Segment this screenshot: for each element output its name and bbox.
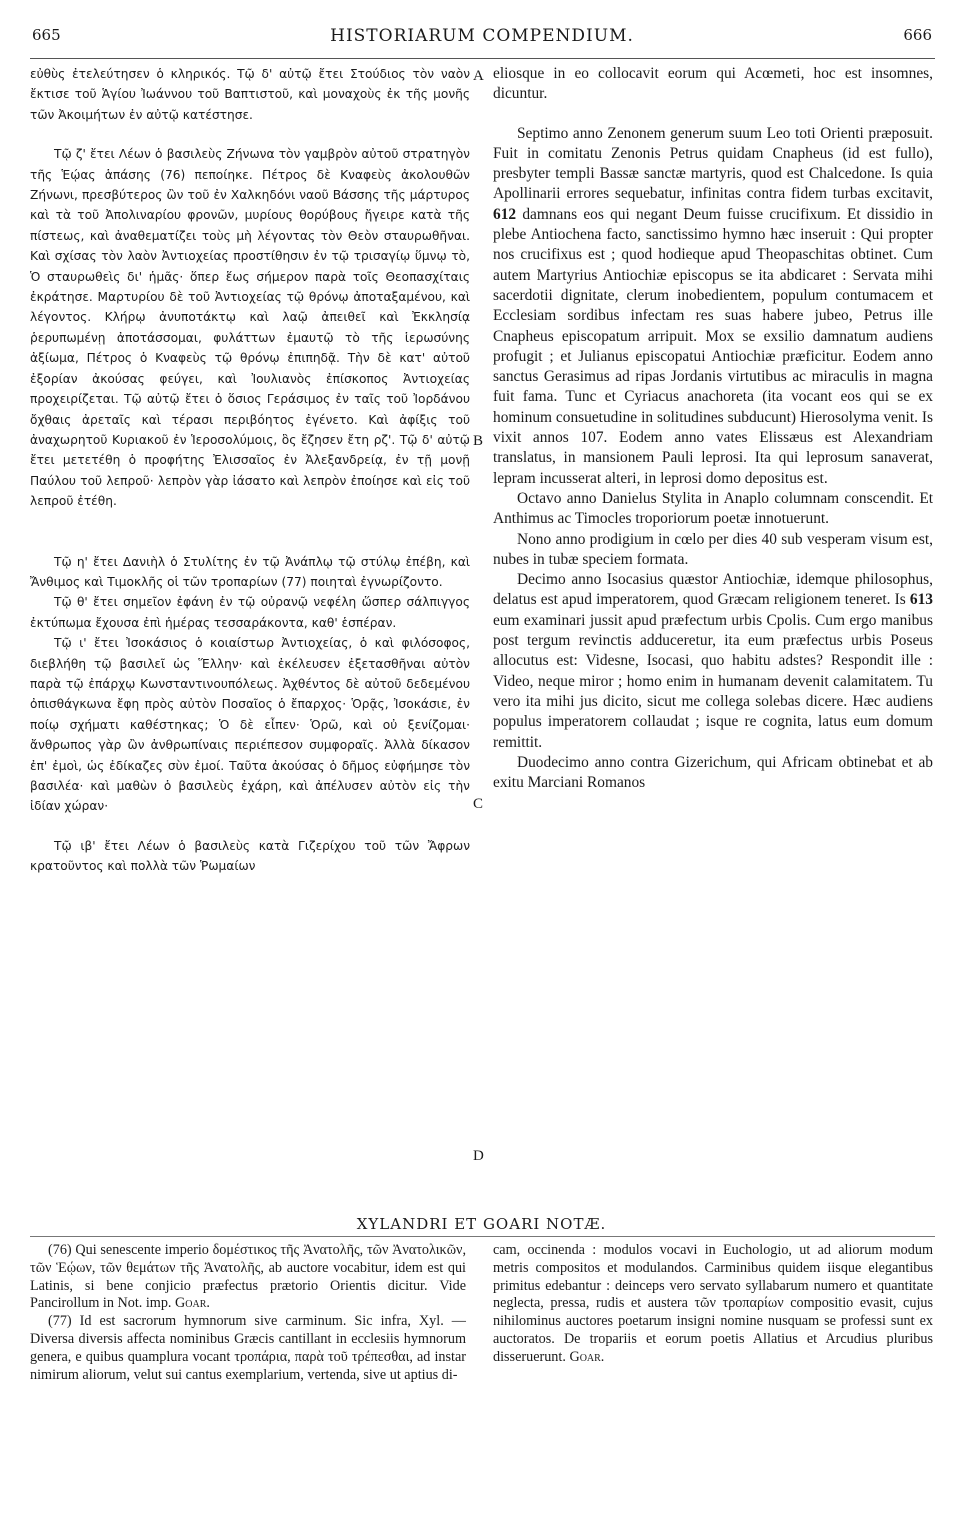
page-number-left: 665 [32,26,61,44]
greek-paragraph: Τῷ ζ' ἔτει Λέων ὁ βασιλεὺς Ζήνωνα τὸν γαμβρὸν αὐτοῦ στρατηγὸν τῆς Ἑῴας ἁπάσης (76) πεποίηκε. Πέτρος δὲ Κναφεὺς ἀκολουθῶν Ζήνωνι, πρεσβύτερος ὢν τοῦ ἐν Χαλκηδόνι ναοῦ Βάσσης τῆς μάρτυρος καὶ τὰ τοῦ Ἀπολιναρίου φρονῶν, μυρίους θορύβους ἤγειρε κατὰ τῆς πίστεως, καὶ ἀναθεματίζει τοὺς μὴ λέγοντας τὸν Θεὸν σταυρωθῆναι. Καὶ σχίσας τὸν λαὸν Ἀντιοχείας προστίθησιν ἐν τῷ τρισαγίῳ ὕμνῳ τὸ, Ὁ σταυρωθεὶς δι' ἡμᾶς· ὅπερ ἕως σήμερον παρὰ τοῖς Θεοπασχίταις ἐκράτησε. Μαρτυρίου δὲ τοῦ Ἀντιοχείας τῷ θρόνῳ ἀποταξαμένου, καὶ λέγοντος. Κλήρῳ ἀνυποτάκτῳ καὶ λαῷ ἀπειθεῖ καὶ Ἐκκλησίᾳ ῥερυπωμένῃ ἀποτάσσομαι, φυλάττων ἐμαυτῷ τὸ τῆς ἱερωσύνης ἀξίωμα, Πέτρος ὁ Κναφεὺς τῷ θρόνῳ ἐπιπηδᾷ. Τὴν δὲ κατ' αὐτοῦ ἐξορίαν ἀκούσας φεύγει, καὶ Ἰουλιανὸς ἐπίσκοπος Ἀντιοχείας προχειρίζεται. Τῷ αὐτῷ ἔτει ὁ ὅσιος Γεράσιμος ἐν ταῖς τοῦ Ἰορδάνου ὄχθαις ἀρεταῖς καὶ τέρασι περιβόητος ἐγένετο. Καὶ ἀφίξις τοῦ ἀναχωρητοῦ Κυριακοῦ ἐν Ἱεροσολύμοις, ὃς ἔζησεν ἔτη ρζ'. Τῷ δ' αὐτῷ ἔτει μετετέθη ὁ προφήτης Ἐλισσαῖος ἐν Ἀλεξανδρείᾳ, ἐν τῇ μονῇ Παύλου τοῦ λεπροῦ· λεπρὸν γὰρ ἰάσατο καὶ λεπρὸν ἐποίησε καὶ εἰς τοῦ λεπροῦ ἐτέθη. [30,147,470,509]
greek-paragraph: Τῷ ι' ἔτει Ἰσοκάσιος ὁ κοιαίστωρ Ἀντιοχείας, ὁ καὶ φιλόσοφος, διεβλήθη τῷ βασιλεῖ ὡς Ἕλλην· καὶ ἐκέλευσεν ἐξετασθῆναι αὐτὸν παρὰ τῷ ἐπάρχῳ Κωνσταντινουπόλεως. Ἀχθέντος δὲ αὐτοῦ δεδεμένου ὀπισθάγκωνα ἔφη πρὸς αὐτὸν Ποσαῖος ὁ ἔπαρχος· Ὁρᾷς, Ἰσοκάσιε, ἐν ποίῳ σχήματι καθέστηκας; Ὁ δὲ εἶπεν· Ὁρῶ, καὶ οὐ ξενίζομαι· ἄνθρωπος γὰρ ὢν ἀνθρωπίναις περιέπεσον συμφοραῖς. Ἀλλὰ δίκασον ἐπ' ἐμοὶ, ὡς ἐδίκαζες σὺν ἐμοί. Ταῦτα ἀκούσας ὁ δῆμος εὐφήμησε τὸν βασιλέα· καὶ μαθὼν ὁ βασιλεὺς ἐχάρη, καὶ ἀπέλυσεν αὐτὸν εἰς τὴν ἰδίαν χώραν· [30,636,470,814]
latin-text: eum examinari jussit apud præfectum urbis Cpolis. Cum ergo manibus post tergum revinctis adduceretur, ita eum præfectus urbis Poseus allocutus est: Videsne, Isocasi, quo habitu adstes? Respondit ille : Video, neque miror ; homo enim in humanam devenit calamitatem. Tu vero ita mihi jus dicito, sicut me collega solebas dicere. Hæc audiens populus imperatorem collaudat ; isque re cognita, latus eum domum remittit. [493,611,933,751]
notes-right-column [493,1242,933,1367]
latin-paragraph: Nono anno prodigium in cœlo per dies 40 sub vesperam visum est, nubes in tubæ speciem formata. [493,530,933,568]
note-text: cam, occinenda : modulos vocavi in Euchologio, ut ad aliorum modum metris compositos et modulandos. Carminibus quidem iisque elegantibus primitus edebantur : deinceps vero servato syllabarum numero et quantitate neglecta, pressa, rudis et austera τῶν τροπαρίων compositio evasit, cujus nihilominus auctores poetarum insigni nomine nusquam se professi sunt ex auctoratos. De tropariis et eorum poetis Allatius et Arcudius pluribus disseruerunt. [493,1242,933,1365]
latin-paragraph: Octavo anno Danielus Stylita in Anaplo columnam conscendit. Et Anthimus ac Timocles troporiorum poetæ innotuerunt. [493,489,933,528]
notes-left-column [30,1242,466,1384]
note-signature: Goar. [175,1295,210,1312]
margin-letter-d: D [473,1148,484,1164]
greek-paragraph: εὐθὺς ἐτελεύτησεν ὁ κληρικός. Τῷ δ' αὐτῷ ἔτει Στούδιος τὸν ναὸν ἔκτισε τοῦ Ἁγίου Ἰωάννου τοῦ Βαπτιστοῦ, καὶ μοναχοὺς ἐκ τῆς μονῆς τῶν Ἀκοιμήτων ἐν αὐτῷ κατέστησε. [30,67,470,122]
greek-paragraph: Τῷ θ' ἔτει σημεῖον ἐφάνη ἐν τῷ οὐρανῷ νεφέλη ὥσπερ σάλπιγγος ἐκτύπωμα ἔχουσα ἐπὶ ἡμέρας τεσσαράκοντα, καθ' ἑσπέραν. [30,595,470,630]
latin-paragraph: Duodecimo anno contra Gizerichum, qui Africam obtinebat et ab exitu Marciani Romanos [493,753,933,792]
greek-column [30,64,470,877]
column-number: 612 [493,205,517,223]
notes-title: XYLANDRI ET GOARI NOTÆ. [356,1215,607,1233]
latin-text: Decimo anno Isocasius quæstor Antiochiæ, idemque philosophus, delatus est apud imperatorem, quod Græcam religionem teneret. Is [493,571,933,609]
note-77-continued [493,1242,933,1367]
notes-rule [30,1236,935,1237]
page-number-right: 666 [903,26,932,44]
header-rule [30,58,935,59]
margin-letter-b: B [473,433,484,449]
greek-paragraph: Τῷ η' ἔτει Δανιὴλ ὁ Στυλίτης ἐν τῷ Ἀνάπλῳ τῷ στύλῳ ἐπέβη, καὶ Ἄνθιμος καὶ Τιμοκλῆς οἱ τῶν τροπαρίων (77) ποιηταὶ ἐγνωρίζοντο. [30,554,470,589]
note-signature: Goar. [569,1348,605,1365]
note-text: (76) Qui senescente imperio δομέστικος τῆς Ἀνατολῆς, τῶν Ἀνατολικῶν, τῶν Ἑῴων, τῶν θεμάτων τῆς Ἀνατολῆς, ab auctore vocabitur, idem est qui Latinis, si bene conjicio præfectus prætorio Orientis dicitur. Vide Pancirollum in Not. imp. [30,1242,466,1312]
latin-text: Septimo anno Zenonem generum suum Leo toti Orienti præposuit. Fuit in comitatu Zenonis Petrus quidam Cnapheus (id est fullo), presbyter templi Bassæ sanctæ martyris, quod est Chalcedone. Is quia Apollinarii errores sequebatur, infinitas contra fidem turbas excitavit, [493,124,933,203]
page-header [32,26,932,56]
running-title: HISTORIARUM COMPENDIUM. [330,26,634,46]
column-number: 613 [909,591,933,609]
latin-paragraph: eliosque in eo collocavit eorum qui Acœmeti, hoc est insomnes, dicuntur. [493,65,933,103]
note-76 [30,1242,466,1313]
note-77: (77) Id est sacrorum hymnorum sive carminum. Sic infra, Xyl. — Diversa diversis affecta nominibus Græcis cantillant in ecclesiis hymnorum genera, e quibus quamplura vocant τροπάρια, παρὰ τοῦ τρέπεσθαι, ad instar nimirum aliorum, velut sui cantus exemplarium, vertenda, sive ut aptius di- [30,1313,466,1383]
latin-text: damnans eos qui negant Deum fuisse crucifixum. Et dissidio in plebe Antiochena facto, sanctissimo hymno hæc inseruit : Qui propter nos crucifixus est ; quod hodieque apud Theopaschitas obtinet. Cum autem Martyrius Antiochiæ episcopus se ita abdicaret : Servata mihi sacerdotii dignitate, clerum inobedientem, populum contumacem et Ecclesiam sordibus infectam res suas habere jubeo, Petrus ille Cnapheus episcopatum arripuit. Mox se exsilio damnatum audiens profugit ; et Julianus episcopatui Antiochiæ præficitur. Eodem anno sanctus Gerasimus ad ripas Jordanis virtutibus ac miraculis in magna fuit fama. Tunc et Cyriacus anachoreta (ita vocant eos qui se ex hominum consuetudine in solitudines subducunt) Hierosolyma venit. Is vixit annos 107. Eodem anno vates Elissæus est Alexandriam translatus, in mansionem Pauli leprosi. Ita qui leprosum sanaverat, lepram incusserat alteri, in leprosi domo depositus est. [493,205,933,487]
margin-letter-a: A [473,68,484,84]
latin-column [493,64,933,793]
latin-paragraph [493,124,933,489]
latin-paragraph [493,570,933,753]
margin-letter-c: C [473,796,484,812]
greek-paragraph: Τῷ ιβ' ἔτει Λέων ὁ βασιλεὺς κατὰ Γιζερίχου τοῦ τῶν Ἄφρων κρατοῦντος καὶ πολλὰ τῶν Ῥωμαίων [30,838,470,874]
